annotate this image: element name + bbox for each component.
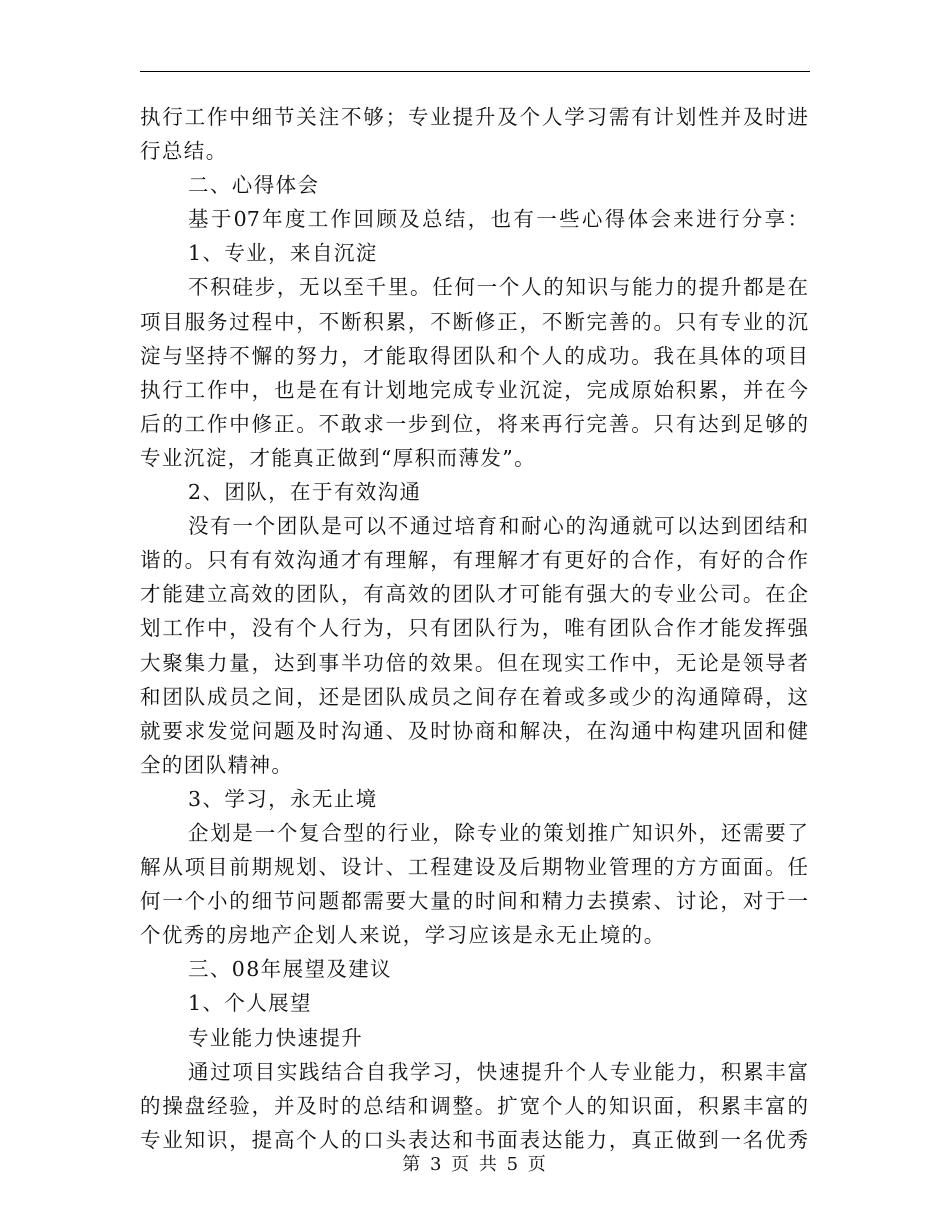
text-line: 专业能力快速提升 [188,1025,364,1050]
text-line: 全的团队精神。 [140,752,294,777]
text-line: 三、08年展望及建议 [188,957,393,982]
text-line: 何一个小的细节问题都需要大量的时间和精力去摸索、讨论，对于一 [140,889,808,914]
text-line: 通过项目实践结合自我学习，快速提升个人专业能力，积累丰富 [188,1059,808,1084]
text-line: 企划是一个复合型的行业，除专业的策划推广知识外，还需要了 [188,820,808,845]
text-line: 2、团队，在于有效沟通 [188,480,422,505]
text-line: 二、心得体会 [188,173,320,198]
document-body [140,100,808,1157]
page-footer: 第 3 页 共 5 页 [402,1154,548,1175]
text-line: 基于07年度工作回顾及总结，也有一些心得体会来进行分享： [188,207,808,232]
text-line: 执行工作中细节关注不够；专业提升及个人学习需有计划性并及时进 [140,105,808,129]
text-line: 1、专业，来自沉淀 [188,241,378,266]
text-line: 解从项目前期规划、设计、工程建设及后期物业管理的方方面面。任 [140,855,808,880]
text-line: 3、学习，永无止境 [188,786,378,811]
text-line: 谐的。只有有效沟通才有理解，有理解才有更好的合作，有好的合作 [140,548,808,573]
text-line: 不积硅步，无以至千里。任何一个人的知识与能力的提升都是在 [188,275,808,300]
text-line: 1、个人展望 [188,991,312,1016]
text-line: 就要求发觉问题及时沟通、及时协商和解决，在沟通中构建巩固和健 [140,718,808,743]
text-line: 专业知识，提高个人的口头表达和书面表达能力，真正做到一名优秀 [140,1127,808,1152]
text-line: 淀与坚持不懈的努力，才能取得团队和个人的成功。我在具体的项目 [140,343,808,368]
text-line: 划工作中，没有个人行为，只有团队行为，唯有团队合作才能发挥强 [140,616,808,641]
text-line: 专业沉淀，才能真正做到“厚积而薄发”。 [140,445,537,470]
header-rule [140,71,810,72]
text-line: 的操盘经验，并及时的总结和调整。扩宽个人的知识面，积累丰富的 [140,1093,808,1118]
text-line: 后的工作中修正。不敢求一步到位，将来再行完善。只有达到足够的 [140,411,808,436]
text-line: 大聚集力量，达到事半功倍的效果。但在现实工作中，无论是领导者 [140,650,808,675]
text-line: 行总结。 [140,139,228,164]
text-line: 才能建立高效的团队，有高效的团队才可能有强大的专业公司。在企 [140,582,808,607]
text-line: 没有一个团队是可以不通过培育和耐心的沟通就可以达到团结和 [188,514,808,539]
text-line: 执行工作中，也是在有计划地完成专业沉淀，完成原始积累，并在今 [140,377,808,402]
text-line: 和团队成员之间，还是团队成员之间存在着或多或少的沟通障碍，这 [140,684,808,709]
text-line: 项目服务过程中，不断积累，不断修正，不断完善的。只有专业的沉 [140,309,808,334]
text-line: 个优秀的房地产企划人来说，学习应该是永无止境的。 [140,923,666,948]
